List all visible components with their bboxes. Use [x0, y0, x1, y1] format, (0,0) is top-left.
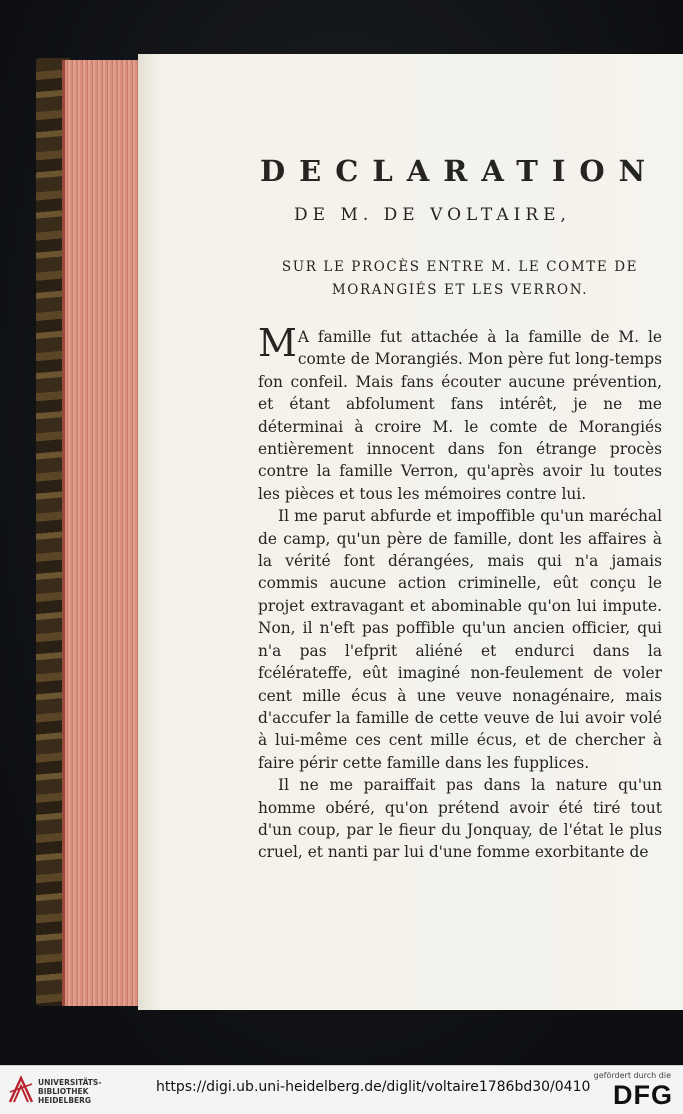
page-block-edge — [62, 60, 143, 1006]
document-heading — [258, 256, 662, 302]
heading-line-2: MORANGIÉS ET LES VERRON. — [331, 282, 589, 298]
funding-note: gefördert durch die — [593, 1071, 671, 1080]
document-subtitle: DE M. DE VOLTAIRE, — [294, 205, 571, 225]
paragraph-2: Il me parut abfurde et impoffible qu'un maréchal de camp, qu'un père de famille, dont les affaires à la vérité font dérangées, mais qui n'a jamais commis aucune action criminelle, eût conçu le projet extravagant et abominable qu'on lui impute. Non, il n'eft pas poffible qu'un ancien officier, qui n'a pas l'efprit aliéné et endurci dans la fcélérateffe, eût imaginé non-feulement de voler cent mille écus à une veuve nonagénaire, mais d'accufer la famille de cette veuve de lui avoir volé à lui-même ces cent mille écus, et de chercher à faire périr cette famille dans les fupplices. — [258, 507, 662, 772]
library-name — [38, 1078, 101, 1105]
permalink-url[interactable]: https://digi.ub.uni-heidelberg.de/diglit/voltaire1786bd30/0410 — [156, 1079, 591, 1095]
library-name-line-3: HEIDELBERG — [38, 1096, 92, 1105]
document-title: DECLARATION — [260, 154, 660, 188]
paragraph-1-text: A famille fut attachée à la famille de M. le comte de Morangiés. Mon père fut long-temps fon confeil. Mais fans écouter aucune prévention, et étant abfolument fans intérêt, je ne me déterminai à croire M. le comte de Morangiés entièrement innocent dans fon étrange procès contre la famille Verron, qu'après avoir lu toutes les pièces et tous les mémoires contre lui. — [258, 328, 662, 503]
viewer-footer — [0, 1065, 683, 1114]
dfg-logo: DFG — [613, 1080, 673, 1110]
paragraph-1 — [258, 321, 662, 505]
library-name-line-2: BIBLIOTHEK — [38, 1087, 89, 1096]
drop-cap: M — [258, 321, 296, 365]
library-name-line-1: UNIVERSITÄTS- — [38, 1078, 102, 1087]
paragraph-3: Il ne me paraiffait pas dans la nature qu'un homme obéré, qu'on prétend avoir été tiré tout d'un coup, par le fieur du Jonquay, de l'état le plus cruel, et nanti par lui d'une fomme exorbitante de — [258, 776, 662, 862]
document-body — [258, 321, 662, 864]
page-text — [258, 150, 662, 864]
university-library-logo-icon — [8, 1074, 34, 1104]
heading-line-1: SUR LE PROCÈS ENTRE M. LE COMTE DE — [281, 259, 639, 275]
